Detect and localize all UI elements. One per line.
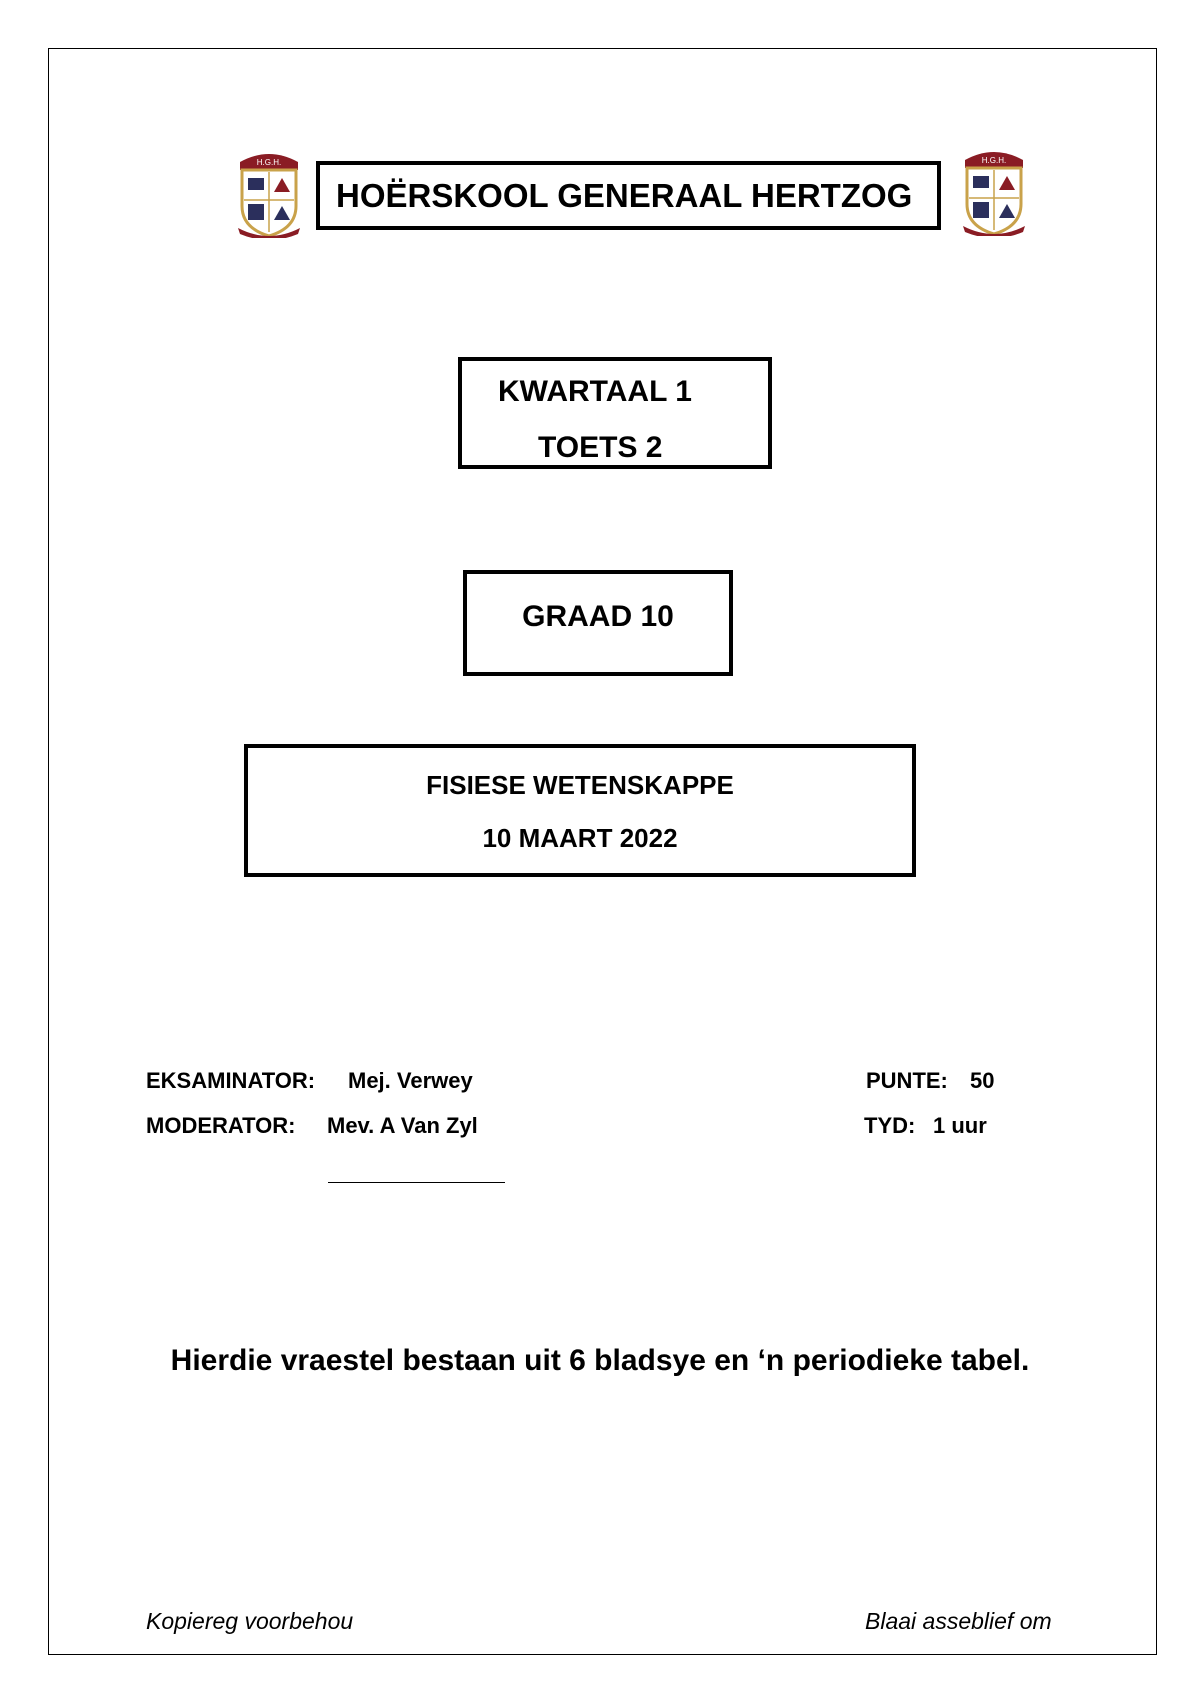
school-crest-left-icon bbox=[234, 148, 304, 238]
moderator-value: Mev. A Van Zyl bbox=[327, 1113, 478, 1138]
school-crest-right-icon bbox=[959, 146, 1029, 236]
subject-box bbox=[244, 744, 916, 877]
term-box bbox=[458, 357, 772, 469]
school-title: HOËRSKOOL GENERAAL HERTZOG bbox=[316, 161, 941, 230]
marks-label: PUNTE: bbox=[866, 1068, 948, 1093]
crest-lettering: H.G.H. bbox=[981, 156, 1007, 165]
crest-lettering: H.G.H. bbox=[256, 158, 282, 167]
marks-value: 50 bbox=[970, 1068, 995, 1093]
copyright-footer: Kopiereg voorbehou bbox=[146, 1608, 354, 1634]
moderator-label: MODERATOR: bbox=[146, 1113, 296, 1138]
signature-line bbox=[328, 1182, 505, 1183]
grade-label: GRAAD 10 bbox=[522, 600, 674, 633]
examiner-value: Mej. Verwey bbox=[348, 1068, 473, 1093]
term-label: KWARTAAL 1 bbox=[498, 375, 692, 408]
page-count-notice: Hierdie vraestel bestaan uit 6 bladsye en ‘n periodieke tabel. bbox=[170, 1344, 1030, 1377]
examiner-label: EKSAMINATOR: bbox=[146, 1068, 316, 1093]
time-label: TYD: bbox=[864, 1113, 916, 1138]
turn-page-footer: Blaai asseblief om bbox=[865, 1608, 1052, 1634]
exam-date: 10 MAART 2022 bbox=[482, 823, 678, 853]
grade-box bbox=[463, 570, 733, 676]
test-label: TOETS 2 bbox=[538, 431, 663, 464]
time-value: 1 uur bbox=[933, 1113, 987, 1138]
subject-name: FISIESE WETENSKAPPE bbox=[426, 770, 734, 800]
